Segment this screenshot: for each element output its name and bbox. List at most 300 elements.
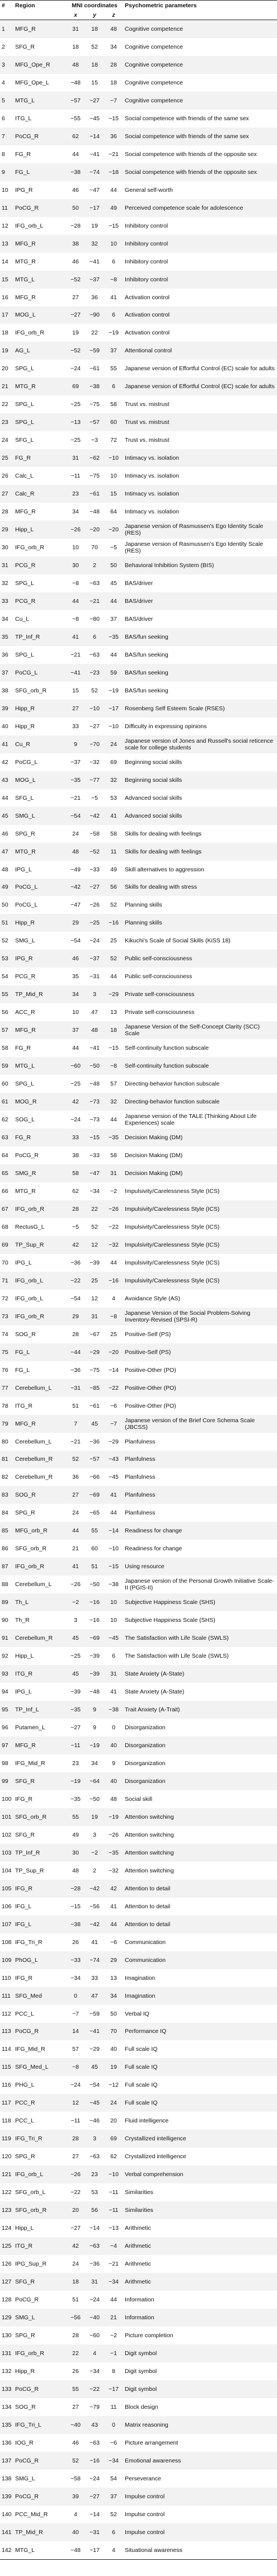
cell-x: −11: [71, 473, 81, 480]
table-row: [0, 1575, 277, 1593]
table-row: [0, 1415, 277, 1433]
cell-z: 34: [110, 43, 117, 50]
cell-y: −45: [90, 115, 100, 122]
cell-id: 92: [2, 1653, 8, 1660]
cell-region: IFG_Tri_R: [15, 1938, 43, 1946]
cell-y: −36: [90, 2261, 100, 2268]
cell-parameter: Impulsivity/Carelessness Style (ICS): [125, 1187, 220, 1195]
cell-y: 32: [85, 235, 104, 253]
cell-z: 50: [104, 556, 123, 574]
cell-parameter: Planning skills: [123, 914, 277, 932]
cell-z: −20: [104, 521, 123, 539]
cell-region: PoCG_R: [13, 2023, 66, 2041]
cell-z: −22: [104, 1379, 123, 1397]
cell-id: 79: [0, 1415, 13, 1433]
cell-x: 19: [72, 329, 79, 337]
cell-y: −39: [85, 1665, 104, 1683]
cell-y: −63: [90, 580, 100, 587]
cell-id: 51: [0, 914, 13, 932]
cell-y: −17: [85, 2541, 104, 2559]
table-row: [0, 2291, 277, 2309]
cell-x: −5: [72, 1223, 79, 1230]
cell-region: PoCG_R: [13, 128, 66, 145]
cell-z: −1: [104, 2344, 123, 2362]
cell-y: −54: [90, 2082, 100, 2089]
cell-z: 48: [110, 1795, 117, 1803]
table-row: [0, 2237, 277, 2255]
cell-region: TP_Mid_R: [13, 985, 66, 1003]
cell-x: 18: [66, 2273, 85, 2291]
table-row: [0, 467, 277, 485]
cell-x: 7: [66, 1415, 85, 1433]
cell-y: −63: [90, 651, 100, 658]
table-row: [0, 825, 277, 843]
cell-x: 42: [66, 2237, 85, 2255]
cell-z: −2: [110, 2332, 117, 2339]
cell-x: −15: [71, 1903, 81, 1910]
cell-region: PCG_R: [15, 973, 36, 980]
cell-parameter: Kikuchi's Scale of Social Skills (KiSS 18): [125, 937, 231, 945]
cell-z: −7: [104, 92, 123, 110]
cell-x: −27: [71, 1724, 81, 1732]
cell-y: −16: [90, 1617, 100, 1624]
table-row: [0, 1504, 277, 1522]
cell-z: −11: [104, 2201, 123, 2219]
cell-z: 19: [104, 2058, 123, 2076]
cell-region: TP_Mid_R: [13, 2523, 66, 2541]
table-row: [0, 431, 277, 449]
cell-id: 67: [0, 1200, 13, 1218]
cell-z: −10: [104, 2165, 123, 2183]
cell-y: −69: [85, 1486, 104, 1504]
cell-id: 60: [2, 1081, 8, 1088]
cell-region: IFG_orb_R: [13, 1558, 66, 1575]
cell-x: 51: [72, 2296, 79, 2304]
cell-x: −60: [66, 1057, 85, 1075]
cell-y: −27: [85, 2488, 104, 2506]
cell-y: 3: [93, 1831, 96, 1838]
cell-z: −18: [104, 163, 123, 181]
cell-parameter: Impulse control: [123, 2488, 277, 2506]
cell-x: −56: [66, 2309, 85, 2327]
cell-id: 41: [0, 735, 13, 753]
cell-x: 14: [66, 2023, 85, 2041]
cell-region: SFG_orb_R: [15, 1545, 47, 1553]
cell-x: −19: [66, 1772, 85, 1790]
cell-z: −15: [109, 222, 119, 229]
cell-y: 15: [91, 79, 98, 86]
cell-region: Hipp_R: [13, 700, 66, 718]
cell-z: 37: [104, 2488, 123, 2506]
table-row: [0, 2201, 277, 2219]
cell-z: −45: [109, 1474, 119, 1481]
cell-y: −75: [90, 401, 100, 408]
cell-region: SFG_R: [13, 2273, 66, 2291]
cell-y: −14: [90, 2225, 100, 2232]
cell-region: SOG_R: [13, 1486, 66, 1504]
cell-region: MFG_R: [13, 1415, 66, 1433]
cell-region: TP_Inf_R: [13, 1844, 66, 1862]
cell-id: 24: [2, 437, 8, 444]
cell-y: −57: [85, 1451, 104, 1469]
cell-y: 45: [85, 1415, 104, 1433]
cell-x: 29: [66, 1308, 85, 1325]
cell-parameter: Social competence with friends of the same sex: [125, 115, 249, 122]
cell-region: MTG_R: [15, 1187, 36, 1195]
cell-x: 38: [66, 235, 85, 253]
cell-id: 30: [2, 544, 8, 551]
table-row: [0, 2470, 277, 2488]
cell-z: 36: [104, 128, 123, 145]
cell-z: 13: [110, 1974, 117, 1981]
cell-y: −48: [90, 508, 100, 516]
cell-z: 58: [110, 830, 117, 837]
cell-parameter: Social competence with friends of the opposite sex: [125, 150, 257, 158]
cell-z: 25: [110, 1331, 117, 1338]
cell-id: 11: [0, 199, 13, 217]
table-row: [0, 1916, 277, 1933]
cell-region: SFG_Med_L: [13, 2058, 66, 2076]
cell-parameter: Arithmetic: [125, 2261, 151, 2268]
cell-x: 46: [72, 258, 79, 265]
table-row: [0, 289, 277, 306]
cell-x: −41: [66, 664, 85, 682]
cell-region: Th_L: [13, 1593, 66, 1611]
cell-x: 15: [72, 687, 79, 694]
cell-x: 44: [66, 592, 85, 610]
cell-y: −50: [85, 1057, 104, 1075]
cell-x: −34: [71, 1974, 81, 1981]
cell-parameter: General self-worth: [125, 186, 173, 194]
cell-z: 45: [110, 580, 117, 587]
cell-parameter: Impulse control: [123, 2523, 277, 2541]
cell-id: 36: [2, 651, 8, 658]
cell-x: 27: [72, 2403, 79, 2410]
cell-z: 32: [104, 771, 123, 789]
cell-parameter: Full scale IQ: [123, 2058, 277, 2076]
cell-region: Hipp_L: [15, 2225, 34, 2232]
cell-y: −10: [85, 700, 104, 718]
cell-id: 10: [2, 186, 8, 194]
cell-z: −11: [109, 2189, 119, 2196]
cell-parameter: Trust vs. mistrust: [125, 401, 170, 408]
cell-id: 80: [2, 1438, 8, 1445]
table-row: [0, 1719, 277, 1737]
cell-y: 19: [85, 1808, 104, 1826]
cell-z: 21: [104, 2309, 123, 2327]
cell-id: 123: [0, 2201, 13, 2219]
header-id: #: [0, 1, 13, 11]
table-row: [0, 1325, 277, 1343]
cell-x: −26: [66, 2165, 85, 2183]
cell-x: 28: [66, 1200, 85, 1218]
cell-id: 132: [2, 2367, 12, 2375]
cell-y: −32: [90, 758, 100, 766]
table-row: [0, 145, 277, 163]
cell-id: 89: [0, 1593, 13, 1611]
cell-z: 58: [110, 1152, 117, 1159]
cell-id: 110: [2, 1974, 11, 1981]
cell-z: 49: [110, 866, 117, 873]
cell-parameter: Full scale IQ: [125, 2046, 158, 2053]
cell-parameter: Japanese version of Effortful Control (EC) scale for adults: [123, 378, 277, 395]
table-row: [0, 664, 277, 682]
cell-parameter: Picture arrangement: [125, 2439, 179, 2446]
cell-z: 53: [110, 794, 117, 801]
cell-id: 16: [2, 294, 8, 301]
cell-region: MOG_L: [13, 771, 66, 789]
cell-y: −65: [90, 1509, 100, 1517]
cell-parameter: Public self-consciousness: [125, 973, 193, 980]
cell-y: −27: [85, 92, 104, 110]
table-row: [0, 2523, 277, 2541]
cell-y: 52: [91, 43, 98, 50]
cell-x: 49: [72, 1831, 79, 1838]
cell-region: SOG_R: [15, 1331, 36, 1338]
cell-parameter: State Anxiety (A-State): [125, 1688, 185, 1696]
cell-x: −38: [66, 1916, 85, 1933]
cell-y: 9: [93, 1724, 96, 1732]
cell-y: −41: [90, 150, 100, 158]
cell-z: −8: [104, 1308, 123, 1325]
cell-id: 87: [0, 1558, 13, 1575]
cell-id: 99: [0, 1772, 13, 1790]
cell-parameter: Planfulness: [123, 1486, 277, 1504]
cell-y: 22: [85, 1200, 104, 1218]
cell-region: SOG_L: [15, 1116, 35, 1124]
cell-parameter: Disorganization: [125, 1759, 166, 1767]
table-row: [0, 2452, 277, 2470]
table-row: [0, 1880, 277, 1898]
cell-parameter: BAS/fun seeking: [125, 651, 168, 658]
cell-z: 13: [110, 1009, 117, 1016]
table-row: [0, 1468, 277, 1486]
cell-parameter: Cognitive competence: [123, 20, 277, 38]
cell-region: IPG_R: [13, 950, 66, 968]
cell-region: MFG_R: [13, 1021, 66, 1039]
cell-y: 22: [91, 329, 98, 337]
cell-z: 72: [110, 437, 117, 444]
cell-parameter: Planfulness: [125, 1509, 156, 1517]
cell-x: 42: [66, 1236, 85, 1254]
cell-x: −21: [71, 651, 81, 658]
cell-x: 36: [72, 1474, 79, 1481]
table-row: [0, 1379, 277, 1397]
cell-id: 109: [0, 1951, 13, 1969]
table-row: [0, 1397, 277, 1415]
cell-parameter: Beginning social skills: [123, 771, 277, 789]
cell-z: −15: [104, 1558, 123, 1575]
cell-region: SFG_L: [15, 437, 34, 444]
cell-z: 31: [104, 1164, 123, 1182]
cell-id: 40: [2, 723, 8, 730]
cell-parameter: Decision Making (DM): [123, 1129, 277, 1147]
cell-y: −77: [85, 771, 104, 789]
cell-parameter: Advanced social skills: [123, 807, 277, 825]
cell-region: MOG_L: [13, 306, 66, 324]
table-row: [0, 253, 277, 271]
cell-x: −2: [66, 1593, 85, 1611]
header-psychometric-parameters: Psychometric parameters: [123, 1, 277, 11]
cell-x: 28: [66, 2130, 85, 2148]
cell-region: PoCG_R: [13, 2452, 66, 2470]
cell-y: −20: [85, 521, 104, 539]
cell-z: 0: [104, 2416, 123, 2434]
cell-parameter: Activation control: [125, 329, 170, 337]
cell-y: 53: [91, 2189, 98, 2196]
cell-x: −54: [66, 807, 85, 825]
cell-z: 10: [110, 1617, 117, 1624]
cell-z: 37: [104, 342, 123, 360]
cell-id: 34: [2, 615, 8, 622]
cell-z: 10: [110, 473, 117, 480]
cell-x: −22: [71, 2189, 81, 2196]
cell-parameter: Positive-Self (PS): [123, 1343, 277, 1361]
cell-z: 40: [104, 1772, 123, 1790]
cell-parameter: BAS/driver: [123, 592, 277, 610]
table-row: [0, 556, 277, 574]
table-row: [0, 235, 277, 253]
cell-region: Hipp_L: [15, 1653, 34, 1660]
cell-x: 35: [72, 973, 79, 980]
cell-y: −63: [90, 2153, 100, 2160]
cell-x: −48: [71, 79, 81, 86]
cell-z: 42: [104, 1880, 123, 1898]
cell-id: 33: [0, 592, 13, 610]
cell-x: 31: [66, 449, 85, 467]
cell-x: 38: [72, 1152, 79, 1159]
cell-x: −27: [66, 306, 85, 324]
cell-x: −40: [66, 2416, 85, 2434]
cell-region: PoCG_L: [15, 902, 38, 909]
cell-region: Calc_L: [15, 473, 34, 480]
table-row: [0, 2344, 277, 2362]
cell-y: −56: [90, 1903, 100, 1910]
cell-region: PoCG_L: [13, 879, 66, 897]
cell-id: 37: [0, 664, 13, 682]
cell-x: 45: [66, 1665, 85, 1683]
cell-x: 42: [66, 1093, 85, 1111]
cell-z: 6: [104, 378, 123, 395]
cell-z: −35: [104, 628, 123, 646]
cell-id: 19: [0, 342, 13, 360]
table-row: [0, 2165, 277, 2183]
cell-parameter: Imagination: [125, 1974, 156, 1981]
cell-id: 63: [0, 1129, 13, 1147]
cell-id: 29: [0, 521, 13, 539]
cell-z: 0: [112, 1724, 115, 1732]
cell-z: −19: [109, 687, 119, 694]
cell-parameter: Situational awareness: [123, 2541, 277, 2559]
cell-y: −47: [85, 1164, 104, 1182]
cell-id: 135: [0, 2416, 13, 2434]
cell-y: −59: [85, 342, 104, 360]
table-row: [0, 1182, 277, 1200]
cell-parameter: Planfulness: [125, 1438, 156, 1445]
cell-x: 23: [72, 1759, 79, 1767]
cell-z: −17: [104, 700, 123, 718]
cell-y: −33: [90, 1152, 100, 1159]
cell-z: −32: [104, 1236, 123, 1254]
cell-parameter: Subjective Happiness Scale (SHS): [125, 1617, 215, 1624]
cell-id: 137: [0, 2452, 13, 2470]
cell-y: 55: [85, 1522, 104, 1540]
cell-y: 47: [85, 1987, 104, 2005]
cell-id: 14: [2, 258, 8, 265]
cell-x: 40: [66, 2523, 85, 2541]
cell-y: 52: [91, 687, 98, 694]
cell-parameter: BAS/fun seeking: [125, 687, 168, 694]
cell-x: −57: [66, 92, 85, 110]
table-row: [0, 1236, 277, 1254]
cell-id: 58: [2, 1045, 8, 1052]
cell-parameter: Public self-consciousness: [123, 950, 277, 968]
cell-region: SPG_L: [15, 580, 34, 587]
cell-z: −8: [104, 1057, 123, 1075]
cell-z: 59: [104, 664, 123, 682]
cell-id: 105: [0, 1880, 13, 1898]
cell-x: 34: [72, 508, 79, 516]
table-row: [0, 718, 277, 735]
table-row: [0, 1343, 277, 1361]
header-z: z: [104, 11, 123, 20]
cell-parameter: Japanese Version of the Self-Concept Clarity (SCC) Scale: [123, 1021, 277, 1039]
cell-x: 4: [74, 2511, 77, 2518]
cell-x: −35: [66, 1701, 85, 1719]
cell-parameter: Behavioral Inhibition System (BIS): [123, 556, 277, 574]
cell-parameter: Verbal IQ: [125, 2010, 149, 2017]
cell-z: −12: [109, 2082, 119, 2089]
cell-region: ITG_R: [15, 1402, 32, 1409]
cell-y: −34: [90, 1187, 100, 1195]
cell-region: TP_Sup_R: [13, 1236, 66, 1254]
cell-x: 39: [66, 2488, 85, 2506]
cell-region: SOG_R: [15, 2403, 36, 2410]
cell-parameter: Using resource: [123, 1558, 277, 1575]
cell-region: AG_L: [13, 342, 66, 360]
cell-id: 21: [0, 378, 13, 395]
cell-x: −42: [66, 879, 85, 897]
cell-parameter: Information: [123, 2309, 277, 2327]
table-row: [0, 2040, 277, 2058]
table-row: [0, 646, 277, 664]
cell-z: −6: [110, 1402, 117, 1409]
cell-z: 9: [112, 1759, 115, 1767]
cell-z: 15: [104, 485, 123, 503]
cell-x: −25: [71, 1653, 81, 1660]
table-row: [0, 950, 277, 968]
cell-y: −45: [85, 2094, 104, 2112]
table-row: [0, 1451, 277, 1469]
cell-z: −14: [104, 1522, 123, 1540]
cell-z: 4: [112, 1295, 115, 1302]
cell-parameter: Skills for dealing with feelings: [123, 843, 277, 861]
cell-parameter: Impulsivity/Carelessness Style (ICS): [125, 1259, 220, 1266]
cell-z: −38: [104, 1701, 123, 1719]
table-row: [0, 628, 277, 646]
cell-z: 44: [110, 651, 117, 658]
cell-x: −24: [71, 1116, 81, 1124]
cell-parameter: Attention to detail: [123, 1916, 277, 1933]
cell-y: −37: [85, 271, 104, 289]
cell-x: −22: [66, 1272, 85, 1290]
cell-z: −35: [104, 1844, 123, 1862]
cell-id: 69: [0, 1236, 13, 1254]
table-row: [0, 2327, 277, 2344]
cell-region: PoCG_R: [15, 2296, 39, 2304]
cell-x: −7: [72, 2010, 79, 2017]
cell-x: 0: [66, 1987, 85, 2005]
